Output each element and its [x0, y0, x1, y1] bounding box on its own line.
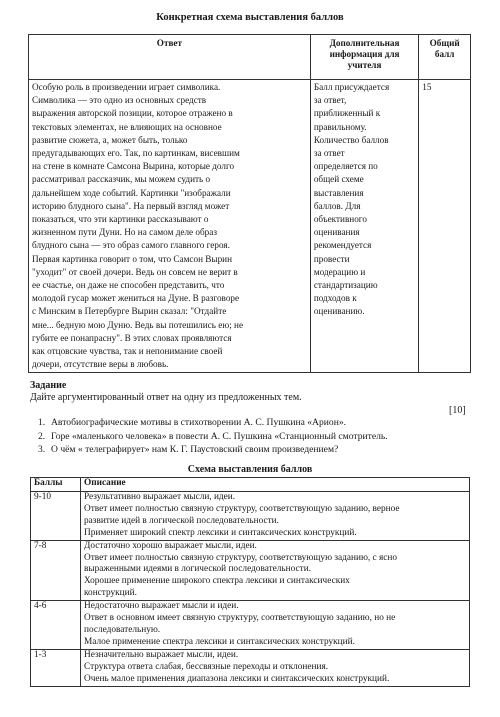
rubric-description-line: Очень малое применения диапазона лексики и синтаксических конструкций.: [84, 673, 390, 684]
text-line: за ответ,: [313, 95, 347, 106]
text-line: выражения авторской позиции, которое отражено в: [32, 108, 233, 119]
info-column-header: Дополнительная информация для учителя: [310, 35, 418, 80]
text-line: приближенный к: [313, 108, 381, 119]
text-line: оценивания: [313, 227, 360, 238]
rubric-score: 7-8: [31, 540, 81, 601]
text-line: модерацию и: [313, 266, 366, 277]
task-points: [10]: [449, 405, 466, 416]
text-line: блудного сына — это образ самого главного героя.: [32, 240, 230, 251]
rubric-description-line: Ответ в основном имеет связную структуру, соответствующую заданию, но не: [84, 613, 396, 624]
text-line: объективного: [313, 214, 367, 225]
text-line: историю блудного сына". На первый взгляд может: [32, 200, 230, 211]
rubric-description-line: Результативно выражает мысли, идеи.: [84, 492, 236, 502]
rubric-description-line: Ответ имеет полностью связную структуру, соответствующую заданию, верное: [84, 503, 400, 514]
text-line: выставления: [313, 187, 364, 198]
answer-table-row: [29, 80, 471, 373]
text-line: оцениванию.: [313, 306, 365, 317]
task-heading: Задание: [30, 380, 67, 391]
text-line: на стене в комнате Самсона Вырина, которые долго: [32, 161, 235, 172]
rubric-rows: [31, 492, 470, 687]
text-line: стандартизацию: [313, 280, 378, 291]
total-score: 15: [419, 80, 471, 373]
text-line: баллов. Для: [313, 200, 361, 211]
text-line: Балл присуждается: [313, 82, 390, 92]
rubric-row: [31, 649, 470, 686]
text-line: текстовых элементах, не влияющих на основное: [32, 121, 222, 132]
rubric-description-line: Структура ответа слабая, бессвязные переходы и отклонения.: [84, 661, 329, 672]
text-line: жизненном пути Дуни. Но на самом деле образ: [32, 227, 217, 238]
rubric-row: [31, 492, 470, 541]
text-line: как отцовские чувства, так и непонимание своей: [32, 346, 223, 357]
text-line: рассматривал рассказчик, мы можем судить о: [32, 174, 211, 185]
text-line: провести: [313, 253, 350, 264]
task-instruction: Дайте аргументированный ответ на одну из предложенных тем.: [30, 392, 302, 403]
topic-item: 3. О чём « телеграфирует» нам К. Г. Паустовский своим произведением?: [38, 444, 339, 456]
rubric-table-header: [31, 478, 470, 492]
text-line: молодой гусар может жениться на Дуне. В разговоре: [32, 293, 240, 304]
teacher-info-text: [310, 80, 418, 373]
answer-table: [28, 34, 471, 373]
text-line: Первая картинка говорит о том, что Самсон Вырин: [32, 253, 233, 264]
text-line: Особую роль в произведении играет символика.: [32, 82, 221, 92]
text-line: губите ее понапрасну". В этих словах проявляются: [32, 332, 232, 343]
rubric-description-line: Недостаточно выражает мысли и идеи.: [84, 601, 239, 612]
answer-column-header: Ответ: [29, 35, 311, 80]
text-line: с Минским в Петербурге Вырин сказал: "Отдайте: [32, 306, 227, 317]
rubric-row: [31, 540, 470, 601]
text-line: подходов к: [313, 293, 357, 304]
answer-table-header: [29, 35, 471, 80]
rubric-description-line: развитие идей в логической последовательности.: [84, 515, 279, 526]
description-column-header: Описание: [81, 478, 470, 492]
total-column-header: Общий балл: [419, 35, 471, 80]
rubric-description: [81, 540, 470, 601]
rubric-description-line: Достаточно хорошо выражает мысли, идеи.: [84, 540, 257, 551]
rubric-description-line: выраженными идеями в логической последовательности.: [84, 564, 312, 575]
text-line: развитие сюжета, а, может быть, только: [32, 134, 188, 145]
text-line: определяется по: [313, 161, 378, 172]
topic-item: 2. Горе «маленького человека» в повести А. С. Пушкина «Станционный смотритель.: [38, 430, 388, 442]
rubric-description-line: конструкций.: [84, 588, 137, 599]
score-column-header: Баллы: [31, 478, 81, 492]
text-line: показаться, что эти картинки рассказывают о: [32, 214, 209, 225]
rubric-description: [81, 649, 470, 686]
model-answer-text: [29, 80, 311, 373]
rubric-description-line: Малое применение спектра лексики и синтаксических конструкций.: [84, 636, 355, 647]
rubric-title: Схема выставления баллов: [187, 464, 313, 475]
text-line: мне... бедную мою Дуню. Ведь вы потешились ею; не: [32, 319, 244, 330]
topic-item: 1. Автобиографические мотивы в стихотворении А. С. Пушкина «Арион».: [38, 417, 347, 428]
rubric-description-line: Применяет широкий спектр лексики и синтаксических конструкций.: [84, 527, 357, 538]
text-line: за ответ: [313, 148, 345, 159]
rubric-description-line: Незначительно выражает мысли, идеи.: [84, 649, 239, 660]
text-line: рекомендуется: [313, 240, 372, 251]
topic-list: [38, 416, 478, 457]
rubric-description: [81, 601, 470, 650]
text-line: дочери, отсутствие веры в любовь.: [32, 359, 169, 370]
rubric-score: 4-6: [31, 601, 81, 650]
text-line: дальнейшем ходе событий. Картинки "изображали: [32, 187, 231, 198]
rubric-table: [30, 477, 470, 687]
text-line: Символика — это одно из основных средств: [32, 95, 207, 106]
scoring-scheme-title: Конкретная схема выставления баллов: [156, 12, 344, 23]
rubric-row: [31, 601, 470, 650]
text-line: общей схеме: [313, 174, 364, 185]
text-line: Количество баллов: [313, 134, 389, 145]
text-line: ее счастье, он даже не способен представить, что: [32, 280, 225, 291]
rubric-score: 9-10: [31, 492, 81, 541]
text-line: "уходит" от своей дочери. Ведь он совсем не верит в: [32, 266, 238, 277]
text-line: правильному.: [313, 121, 367, 132]
rubric-description: [81, 492, 470, 541]
rubric-description-line: Хорошее применение широкого спектра лексики и синтаксических: [84, 576, 350, 587]
rubric-description-line: последовательную.: [84, 624, 161, 635]
rubric-description-line: Ответ имеет полностью связную структуру, соответствующую заданию, с ясно: [84, 552, 398, 563]
rubric-score: 1-3: [31, 649, 81, 686]
text-line: предугадывающих его. Так, по картинкам, висевшим: [32, 148, 240, 159]
